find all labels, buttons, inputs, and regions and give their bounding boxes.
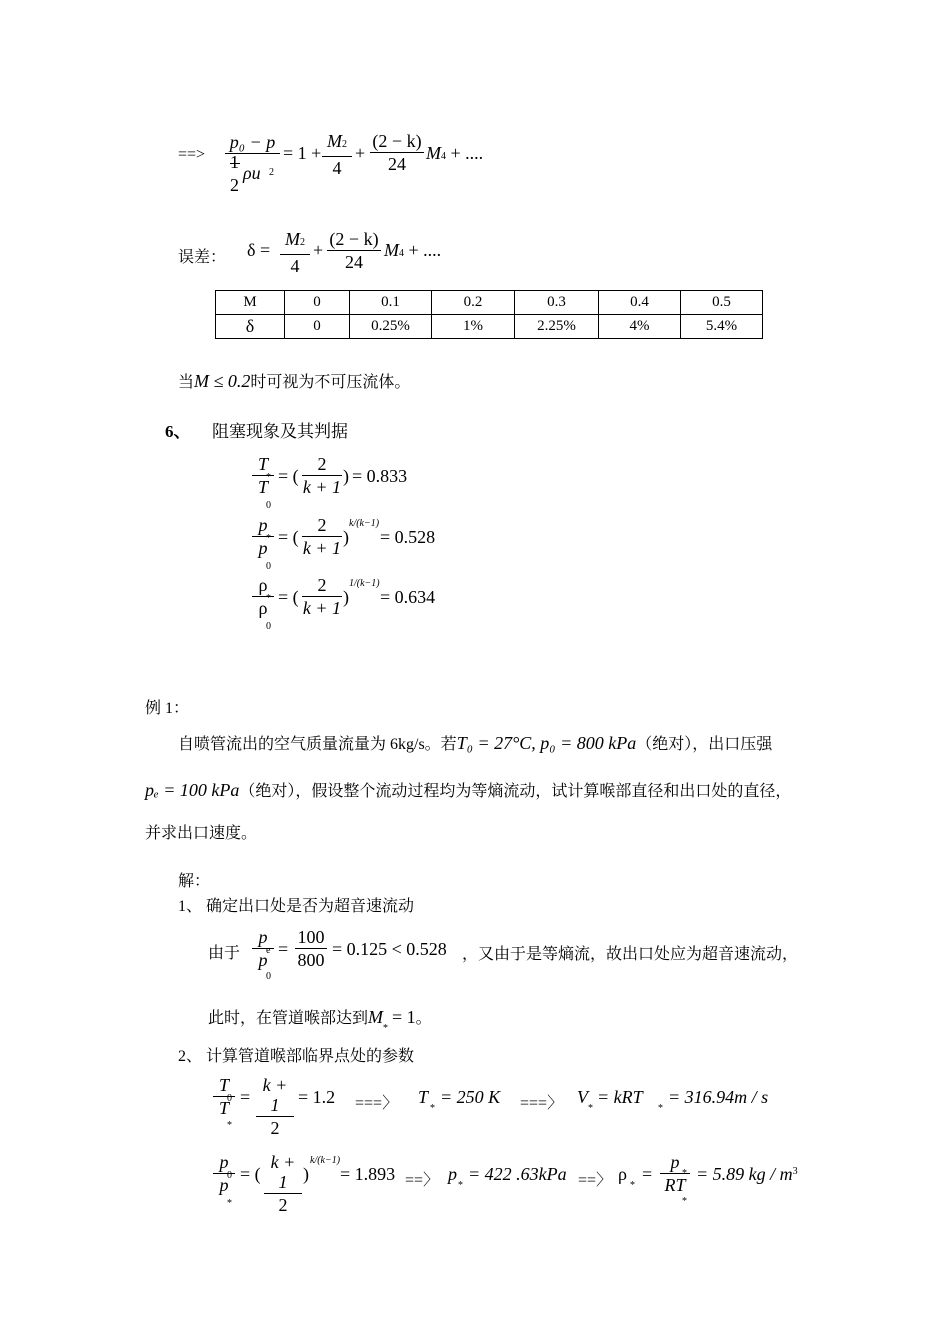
table-row [216, 315, 763, 339]
v-star-value: = 316.94m / s [668, 1087, 769, 1107]
eq1-k-fraction: (2 − k) 24 [370, 131, 424, 174]
arrow: ===〉 [520, 1095, 564, 1112]
table-cell: 5.4% [681, 315, 763, 339]
table-cell: 0.4 [599, 291, 681, 315]
rho-fraction: p RT [660, 1152, 690, 1195]
table-cell: δ [216, 315, 285, 339]
arrow: ==〉 [578, 1172, 613, 1189]
t-ratio-value: = 1.2 [298, 1087, 336, 1107]
example-paragraph-line2: pₑ = 100 kPa（绝对），假设整个流动过程均为等熵流动，试计算喉部直径和出口处的直径， [145, 780, 792, 800]
throat-condition: 此时，在管道喉部达到$M_* = 1$。 [208, 1007, 432, 1034]
p-star: p [448, 1164, 457, 1184]
t0-tstar-fraction: T T [213, 1075, 235, 1118]
p-ratio-fraction: k + 1 2 [264, 1152, 302, 1215]
table-cell: 4% [599, 315, 681, 339]
v-star: V [577, 1087, 588, 1107]
table-cell: 0.5 [681, 291, 763, 315]
table-cell: M [216, 291, 285, 315]
example-paragraph-line1: 自喷管流出的空气质量流量为 6kg/s。若T₀ = 27°C, p₀ = 800 kPa（绝对），出口压强 [178, 733, 773, 753]
table-cell: 0.2 [432, 291, 515, 315]
error-tail: M4 + .... [384, 240, 442, 260]
v-star-formula: = kRT [597, 1087, 643, 1107]
table-cell: 0.1 [350, 291, 432, 315]
arrow: ==〉 [405, 1172, 440, 1189]
eq1-rhs: = 1 + [283, 143, 322, 163]
table-cell: 0 [285, 315, 350, 339]
table-cell: 0.3 [515, 291, 599, 315]
table-cell: 1% [432, 315, 515, 339]
p-star-value: = 422 .63kPa [468, 1164, 567, 1184]
rho-star-value: = 5.89 kg / $m^3$ [696, 1164, 798, 1184]
mach-error-table [215, 290, 763, 339]
p-ratio-value: = 1.893 [340, 1164, 396, 1184]
eq1-left-fraction [225, 132, 280, 197]
example-label: 例 1： [145, 700, 190, 717]
step-2-heading: 2、 计算管道喉部临界点处的参数 [178, 1048, 415, 1065]
arrow: ==> [178, 146, 206, 163]
t-star: T [418, 1087, 429, 1107]
error-label: 误差： [178, 249, 227, 266]
incompressible-note: 当M ≤ 0.2时可视为不可压流体。 [178, 371, 411, 391]
ratio-fraction: 100 800 [295, 927, 327, 970]
eq1-numerator: p₀ − p [229, 132, 276, 152]
eq1-tail: M4 + .... [426, 143, 484, 163]
table-cell: 0.25% [350, 315, 432, 339]
ratio-result: = 0.125 < 0.528 [332, 939, 447, 959]
table-row [216, 291, 763, 315]
table-cell: 0 [285, 291, 350, 315]
supersonic-reason: ，又由于是等熵流，故出口处应为超音速流动， [462, 946, 799, 963]
section-title: 阻塞现象及其判据 [212, 422, 348, 441]
example-paragraph-line3: 并求出口速度。 [145, 825, 258, 842]
arrow: ===〉 [355, 1095, 399, 1112]
error-m2-fraction: M2 4 [280, 229, 310, 276]
table-cell: 2.25% [515, 315, 599, 339]
eq1-m2-fraction: M2 4 [322, 131, 352, 178]
eq1-denominator: 1 2 ρu 2 [230, 152, 274, 195]
error-k-fraction: (2 − k) 24 [327, 229, 381, 272]
t-star-value: = 250 K [440, 1087, 501, 1107]
rho-star: ρ [618, 1164, 627, 1184]
by-text: 由于 [208, 945, 241, 962]
section-number: 6、 [165, 422, 191, 441]
delta-eq: δ = [247, 240, 271, 260]
pe-p0-fraction: p p [252, 927, 274, 970]
step-1-heading: 1、 确定出口处是否为超音速流动 [178, 898, 415, 915]
solution-label: 解： [178, 873, 211, 890]
p0-pstar-fraction: p p [213, 1152, 235, 1195]
t-ratio-fraction: k + 1 2 [256, 1075, 294, 1138]
